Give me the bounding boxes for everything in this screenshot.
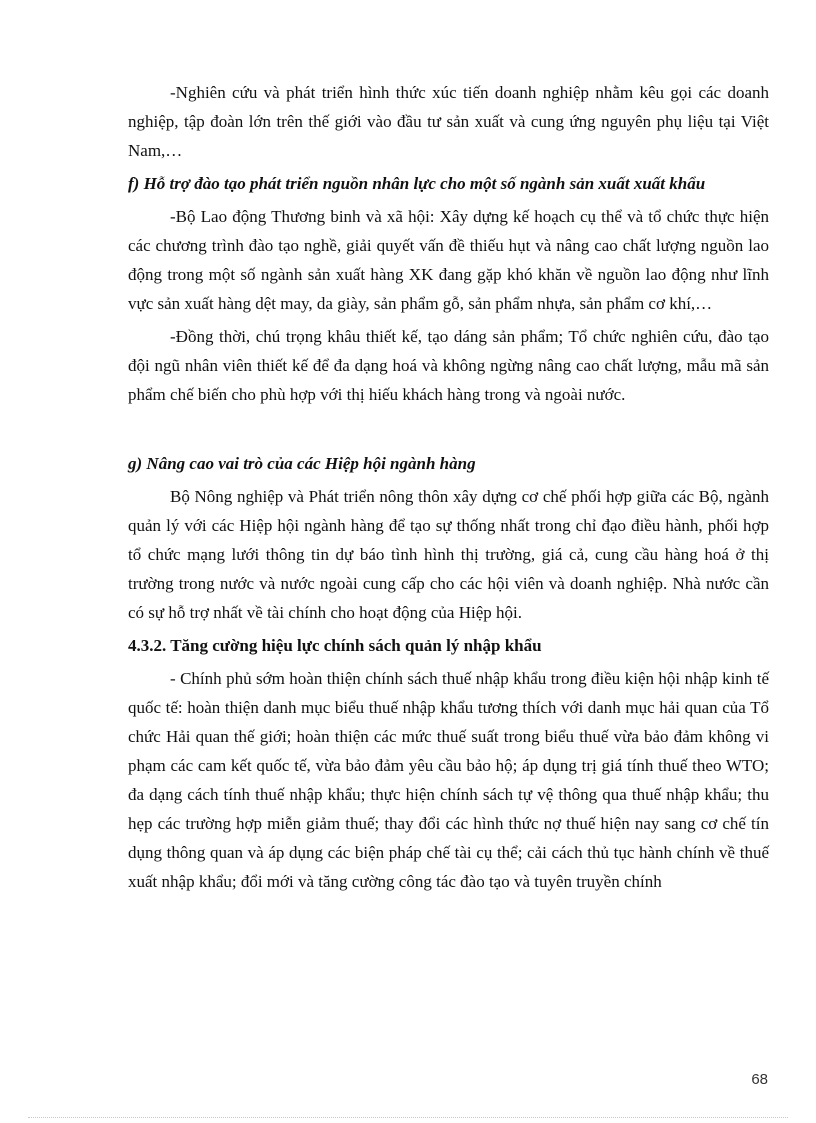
footer-divider (28, 1117, 788, 1118)
paragraph-industry-associations: Bộ Nông nghiệp và Phát triển nông thôn xây dựng cơ chế phối hợp giữa các Bộ, ngành quản lý với các Hiệp hội ngành hàng để tạo sự thống nhất trong chỉ đạo điều hành, phối hợp tổ chức mạng lưới thông tin dự báo tình hình thị trường, giá cả, cung cầu hàng hoá ở thị trường trong nước và nước ngoài cung cấp cho các hội viên và doanh nghiệp. Nhà nước cần có sự hỗ trợ nhất về tài chính cho hoạt động của Hiệp hội. (128, 487, 769, 622)
section-heading-g: g) Nâng cao vai trò của các Hiệp hội ngành hàng (128, 454, 476, 473)
section-heading-4-3-2: 4.3.2. Tăng cường hiệu lực chính sách quản lý nhập khẩu (128, 636, 542, 655)
page-body (128, 78, 769, 900)
paragraph-import-tax-policy: - Chính phủ sớm hoàn thiện chính sách thuế nhập khẩu trong điều kiện hội nhập kinh tế quốc tế: hoàn thiện danh mục biểu thuế nhập khẩu tương thích với danh mục hải quan của Tổ chức Hải quan thế giới; hoàn thiện các mức thuế suất trong biểu thuế vừa bảo đảm không vi phạm các cam kết quốc tế, vừa bảo đảm yêu cầu bảo hộ; áp dụng trị giá tính thuế theo WTO; đa dạng cách tính thuế nhập khẩu; thực hiện chính sách tự vệ thông qua thuế nhập khẩu; thu hẹp các trường hợp miễn giảm thuế; thay đổi các hình thức nợ thuế hiện nay sang cơ chế tín dụng thông quan và áp dụng các biện pháp chế tài cụ thể; cải cách thủ tục hành chính về thuế xuất nhập khẩu; đổi mới và tăng cường công tác đào tạo và tuyên truyền chính (128, 669, 769, 891)
paragraph-labour-ministry: -Bộ Lao động Thương binh và xã hội: Xây dựng kế hoạch cụ thể và tổ chức thực hiện các chương trình đào tạo nghề, giải quyết vấn đề thiếu hụt và nâng cao chất lượng nguồn lao động trong một số ngành sản xuất hàng XK đang gặp khó khăn về nguồn lao động như lĩnh vực sản xuất hàng dệt may, da giày, sản phẩm gỗ, sản phẩm nhựa, sản phẩm cơ khí,… (128, 207, 769, 313)
paragraph-investment-promotion: -Nghiên cứu và phát triển hình thức xúc tiến doanh nghiệp nhằm kêu gọi các doanh nghiệp, tập đoàn lớn trên thế giới vào đầu tư sản xuất và cung ứng nguyên phụ liệu tại Việt Nam,… (128, 83, 769, 160)
page-number: 68 (751, 1071, 768, 1088)
paragraph-product-design: -Đồng thời, chú trọng khâu thiết kế, tạo dáng sản phẩm; Tổ chức nghiên cứu, đào tạo đội ngũ nhân viên thiết kế để đa dạng hoá và không ngừng nâng cao chất lượng, mẫu mã sản phẩm chế biến cho phù hợp với thị hiếu khách hàng trong và ngoài nước. (128, 327, 769, 404)
spacer (128, 413, 769, 447)
section-heading-f: f) Hỗ trợ đào tạo phát triển nguồn nhân lực cho một số ngành sản xuất xuất khẩu (128, 174, 706, 193)
